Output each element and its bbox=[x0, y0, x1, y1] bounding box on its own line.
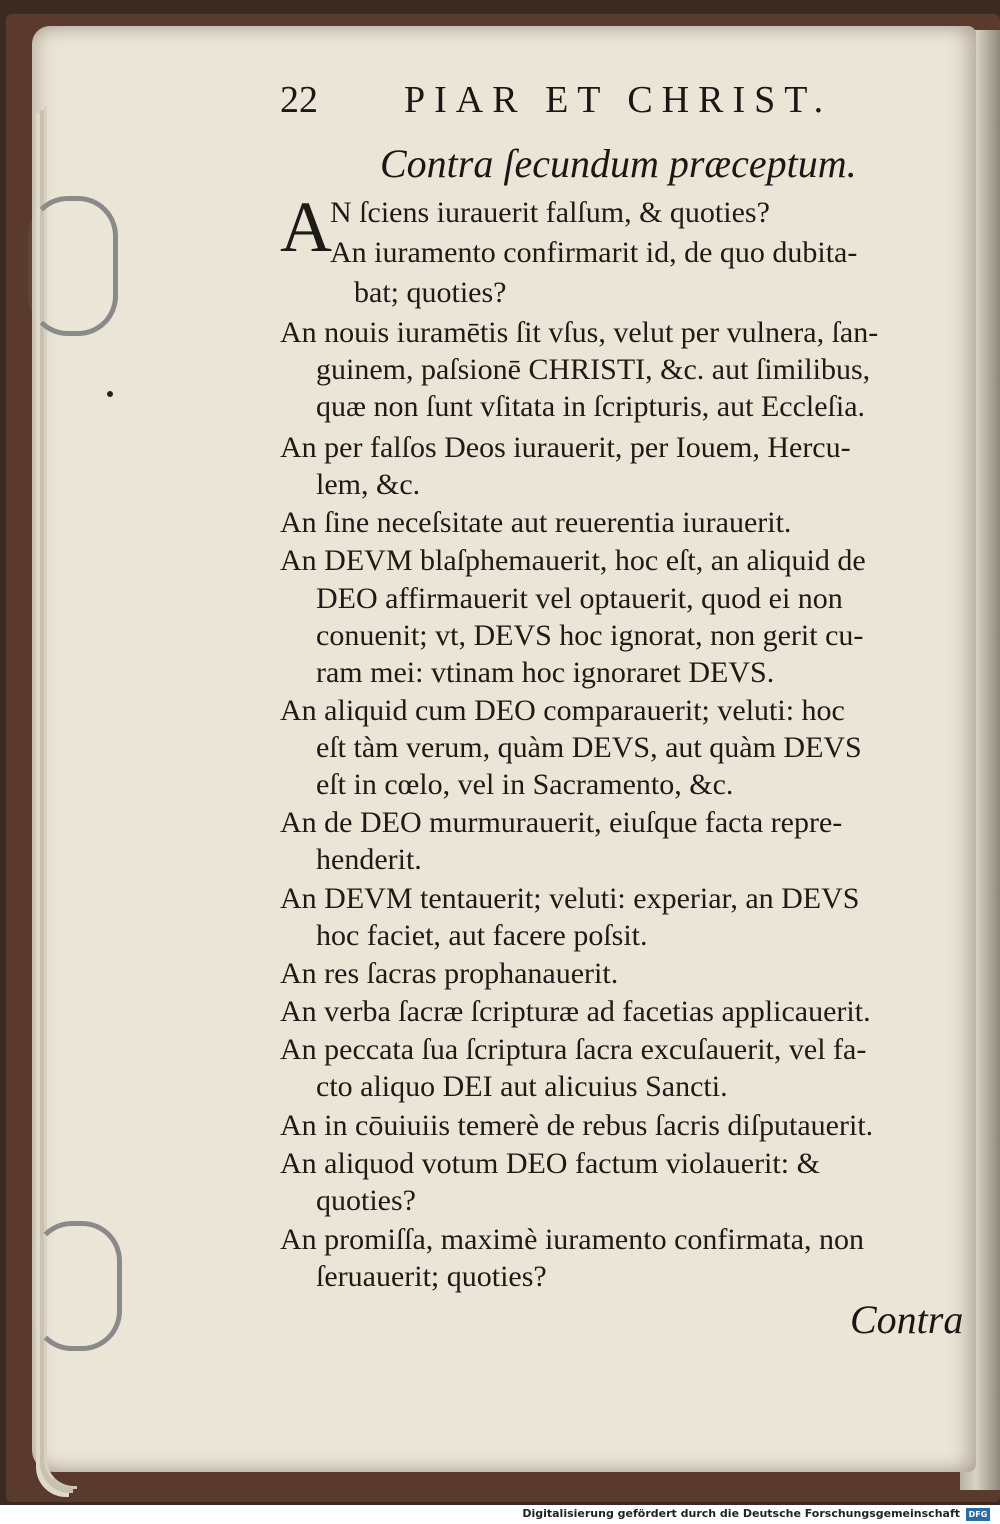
text-line: lem, &c. bbox=[316, 468, 421, 501]
section-title: Contra ſecundum præceptum. bbox=[380, 141, 857, 186]
text-line: eſt tàm verum, quàm DEVS, aut quàm DEVS bbox=[316, 731, 862, 764]
text-line: An res ſacras prophanauerit. bbox=[280, 957, 619, 990]
text-line: eſt in cœlo, vel in Sacramento, &c. bbox=[316, 768, 734, 801]
text-line: An aliquid cum DEO comparauerit; veluti: hoc bbox=[280, 694, 845, 727]
drop-cap: A bbox=[280, 187, 332, 267]
page-clip-top-icon bbox=[28, 196, 118, 336]
text-line: An aliquod votum DEO factum violauerit: & bbox=[280, 1147, 820, 1180]
text-line: N ſciens iurauerit falſum, & quoties? bbox=[330, 196, 770, 229]
text-line: An nouis iuramētis ſit vſus, velut per vulnera, ſan- bbox=[280, 316, 879, 349]
text-line: An peccata ſua ſcriptura ſacra excuſauerit, vel fa- bbox=[280, 1033, 867, 1066]
text-line: An per falſos Deos iurauerit, per Iouem, Hercu- bbox=[280, 431, 851, 464]
text-line: An iuramento confirmarit id, de quo dubita- bbox=[330, 236, 858, 269]
text-line: quæ non ſunt vſitata in ſcripturis, aut Eccleſia. bbox=[316, 390, 866, 423]
text-line: An in cōuiuiis temerè de rebus ſacris diſputauerit. bbox=[280, 1109, 874, 1142]
text-line: An verba ſacræ ſcripturæ ad facetias applicauerit. bbox=[280, 995, 871, 1028]
footer-bar bbox=[0, 1505, 1000, 1524]
text-line: ſeruauerit; quoties? bbox=[316, 1260, 547, 1293]
text-line: guinem, paſsionē CHRISTI, &c. aut ſimilibus, bbox=[316, 353, 871, 386]
catchword: Contra bbox=[850, 1297, 964, 1342]
text-line: An promiſſa, maximè iuramento confirmata, non bbox=[280, 1223, 865, 1256]
running-head bbox=[280, 78, 900, 128]
ink-spot bbox=[107, 391, 113, 397]
text-line: ram mei: vtinam hoc ignoraret DEVS. bbox=[316, 656, 775, 689]
text-line: An de DEO murmurauerit, eiuſque facta repre- bbox=[280, 806, 843, 839]
page-clip-bottom-icon bbox=[32, 1221, 122, 1351]
dfg-logo-icon: DFG bbox=[966, 1508, 990, 1521]
text-line: conuenit; vt, DEVS hoc ignorat, non gerit cu- bbox=[316, 619, 864, 652]
running-title: PIAR ET CHRIST. bbox=[404, 79, 833, 121]
text-line: bat; quoties? bbox=[354, 276, 507, 309]
text-line: DEO affirmauerit vel optauerit, quod ei non bbox=[316, 582, 843, 615]
text-line: hoc faciet, aut facere poſsit. bbox=[316, 919, 648, 952]
text-line: cto aliquo DEI aut alicuius Sancti. bbox=[316, 1070, 728, 1103]
funding-credit: Digitalisierung gefördert durch die Deutsche Forschungsgemeinschaft bbox=[522, 1507, 960, 1520]
text-line: An ſine neceſsitate aut reuerentia iurauerit. bbox=[280, 506, 792, 539]
page-number: 22 bbox=[280, 79, 318, 121]
text-line: quoties? bbox=[316, 1184, 416, 1217]
text-line: An DEVM blaſphemauerit, hoc eſt, an aliquid de bbox=[280, 544, 866, 577]
text-line: An DEVM tentauerit; veluti: experiar, an DEVS bbox=[280, 882, 860, 915]
text-line: henderit. bbox=[316, 843, 422, 876]
